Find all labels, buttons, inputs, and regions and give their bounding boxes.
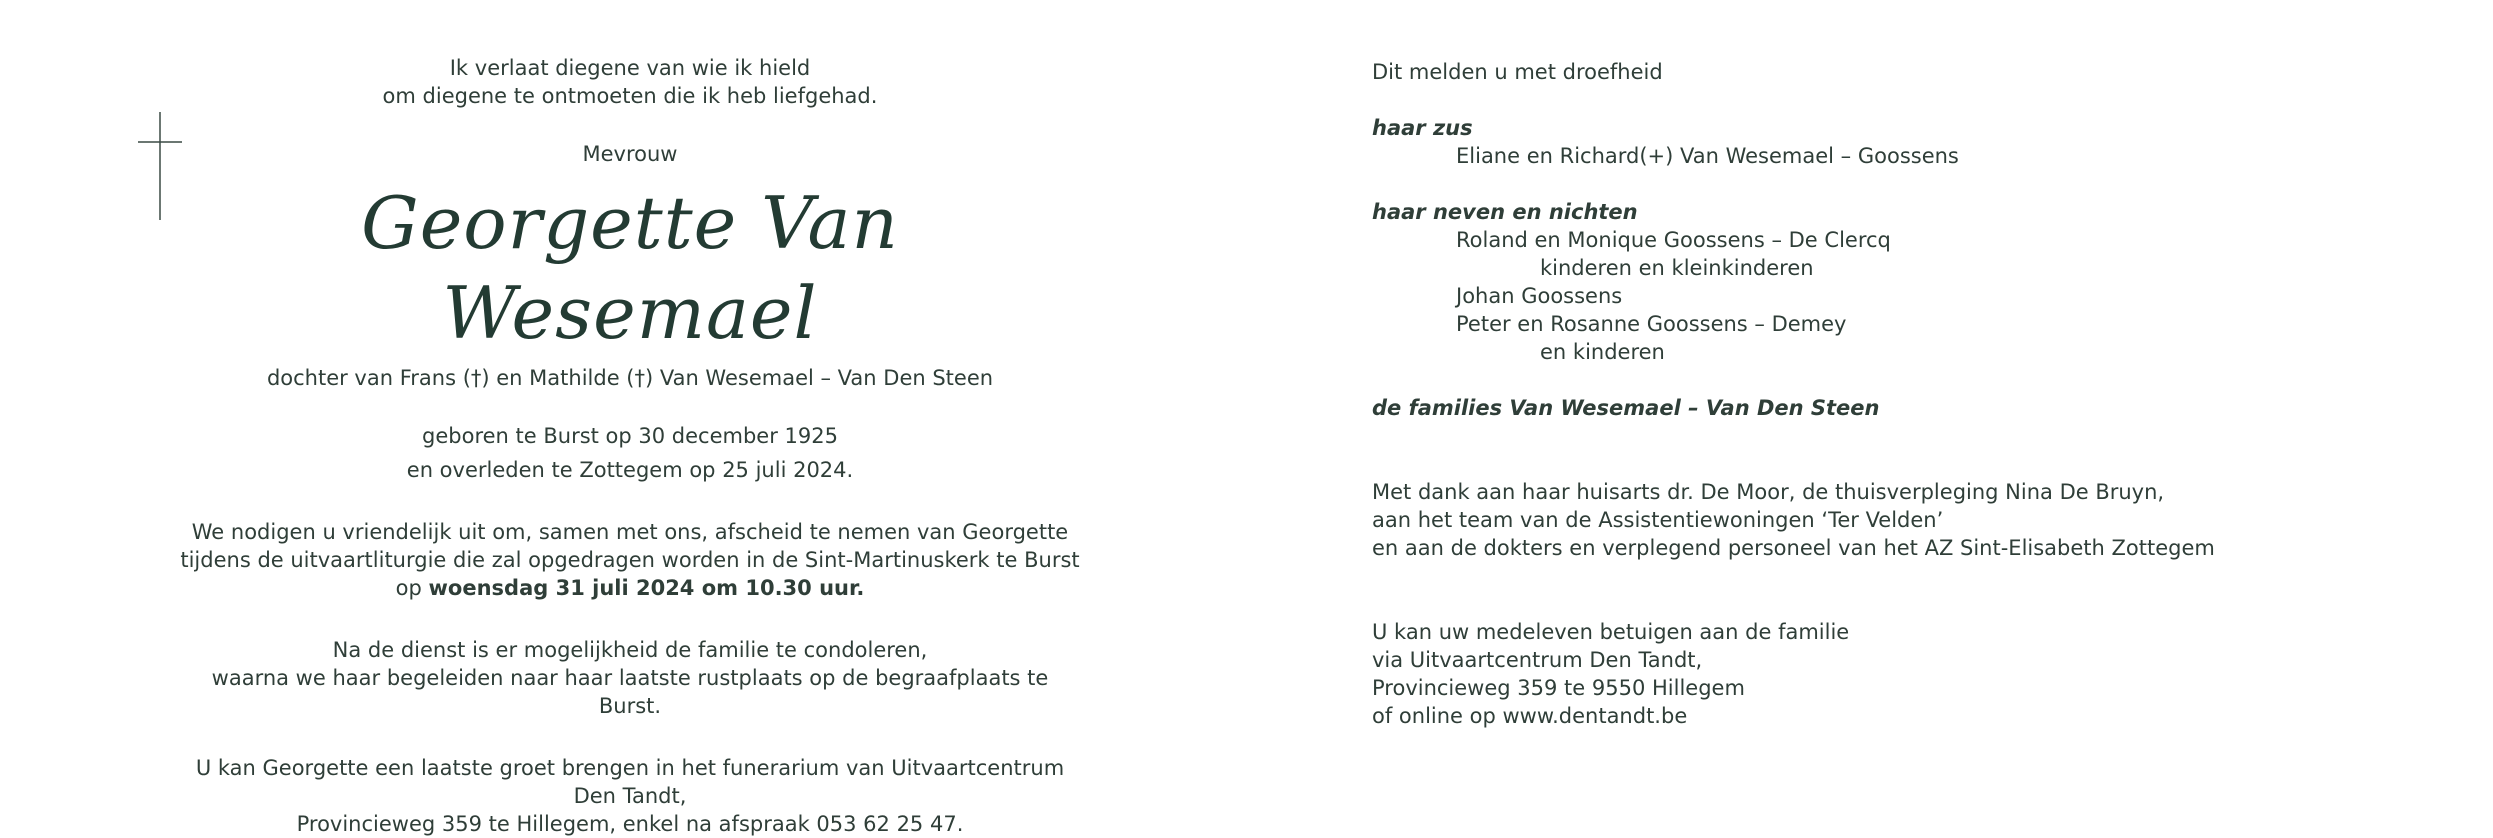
- invite-line-2: tijdens de uitvaartliturgie die zal opgedragen worden in de Sint-Martinuskerk te Burst: [180, 548, 1080, 572]
- service-datetime: woensdag 31 juli 2024 om 10.30 uur.: [428, 576, 865, 600]
- sister-heading: haar zus: [1372, 116, 1473, 140]
- spacer: [1372, 366, 2432, 394]
- nephew-entry-1: Roland en Monique Goossens – De Clercq: [1456, 228, 1891, 252]
- parents-line: dochter van Frans (†) en Mathilde (†) Van Wesemael – Van Den Steen: [266, 366, 994, 390]
- condolence-line-1: U kan uw medeleven betuigen aan de familie: [1372, 620, 1850, 644]
- motto-line-2: om diegene te ontmoeten die ik heb liefgehad.: [382, 84, 878, 108]
- death-line: en overleden te Zottegem op 25 juli 2024.: [406, 458, 854, 482]
- invite-prefix: op: [395, 576, 429, 600]
- visit-line-2: Provincieweg 359 te Hillegem, enkel na afspraak 053 62 25 47.: [296, 812, 964, 836]
- cross-icon: [138, 112, 182, 220]
- thanks-line-2: aan het team van de Assistentiewoningen ‘Ter Velden’: [1372, 508, 1944, 532]
- condolence-line-3: Provincieweg 359 te 9550 Hillegem: [1372, 676, 1745, 700]
- spacer: [1372, 170, 2432, 198]
- spacer: [1372, 422, 2432, 450]
- salutation: Mevrouw: [582, 142, 678, 166]
- birth-line: geboren te Burst op 30 december 1925: [422, 424, 838, 448]
- spacer: [1372, 562, 2432, 590]
- sister-entry: Eliane en Richard(+) Van Wesemael – Goossens: [1456, 144, 1959, 168]
- spacer: [1372, 450, 2432, 478]
- deceased-name: Georgette Van Wesemael: [361, 181, 899, 355]
- condole-line-1: Na de dienst is er mogelijkheid de familie te condoleren,: [332, 638, 928, 662]
- nephew-entry-3: Peter en Rosanne Goossens – Demey: [1456, 312, 1847, 336]
- spacer: [1372, 590, 2432, 618]
- thanks-line-3: en aan de dokters en verplegend personeel van het AZ Sint-Elisabeth Zottegem: [1372, 536, 2215, 560]
- condole-line-2: waarna we haar begeleiden naar haar laatste rustplaats op de begraafplaats te Burst.: [211, 666, 1049, 718]
- announcement-right-column: [1372, 58, 2432, 730]
- nephew-entry-3-sub: en kinderen: [1540, 340, 1665, 364]
- intro-line: Dit melden u met droefheid: [1372, 60, 1663, 84]
- thanks-line-1: Met dank aan haar huisarts dr. De Moor, de thuisverpleging Nina De Bruyn,: [1372, 480, 2165, 504]
- condolence-line-4: of online op www.dentandt.be: [1372, 704, 1688, 728]
- nephews-heading: haar neven en nichten: [1372, 200, 1638, 224]
- spacer: [1372, 86, 2432, 114]
- condolence-line-2: via Uitvaartcentrum Den Tandt,: [1372, 648, 1703, 672]
- families-line: de families Van Wesemael – Van Den Steen: [1372, 396, 1880, 420]
- announcement-left-column: [180, 54, 1080, 838]
- nephew-entry-1-sub: kinderen en kleinkinderen: [1540, 256, 1814, 280]
- invite-line-3: [180, 574, 1080, 602]
- invite-line-1: We nodigen u vriendelijk uit om, samen met ons, afscheid te nemen van Georgette: [191, 520, 1069, 544]
- motto-line-1: Ik verlaat diegene van wie ik hield: [449, 56, 811, 80]
- visit-line-1: U kan Georgette een laatste groet brengen in het funerarium van Uitvaartcentrum Den Tandt,: [195, 756, 1065, 808]
- nephew-entry-2: Johan Goossens: [1456, 284, 1623, 308]
